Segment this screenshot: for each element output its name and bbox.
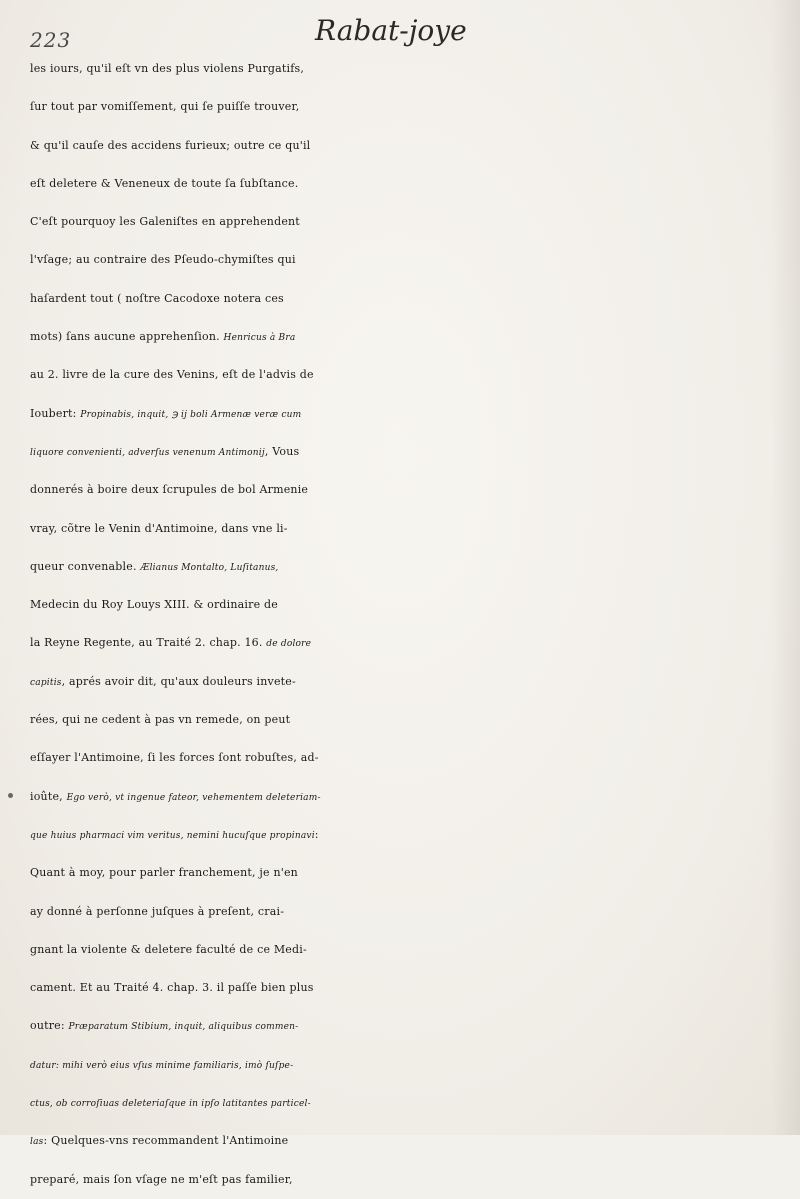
page-number: 223	[30, 28, 72, 52]
italic-segment: capitis	[30, 677, 62, 688]
italic-segment: ctus, ob corroſiuas deleteriaſque in ipſo latitantes particel-	[30, 1099, 311, 1110]
body-text	[30, 50, 780, 1199]
text-segment: au 2. livre de la cure des Venins, eſt de l'advis de	[30, 368, 314, 382]
text-line	[30, 624, 780, 662]
text-line	[30, 203, 780, 241]
text-segment: outre:	[30, 1019, 69, 1033]
text-line	[30, 1084, 780, 1122]
text-segment: ſur tout par vomiſſement, qui ſe puiſſe trouver,	[30, 100, 300, 114]
italic-segment: Ælianus Montalto, Luſitanus,	[140, 562, 279, 573]
text-line	[30, 88, 780, 126]
italic-segment: de dolore	[266, 639, 312, 650]
text-line	[30, 586, 780, 624]
text-line	[30, 1007, 780, 1045]
text-segment: , Vous	[264, 444, 300, 458]
text-segment: vray, cõtre le Venin d'Antimoine, dans vne li-	[30, 521, 288, 535]
text-segment: :	[314, 827, 319, 841]
text-segment: Medecin du Roy Louys XIII. & ordinaire de	[30, 598, 278, 612]
page-edge-shadow	[770, 0, 800, 1135]
text-segment: cament. Et au Traité 4. chap. 3. il paſſe bien plus	[30, 981, 314, 995]
text-segment: Quant à moy, pour parler franchement, je n'en	[30, 866, 298, 880]
text-line	[30, 931, 780, 969]
text-line	[30, 280, 780, 318]
text-segment: Ioubert:	[30, 406, 81, 420]
text-segment: gnant la violente & deletere faculté de ce Medi-	[30, 942, 307, 956]
text-segment: ioûte,	[30, 789, 67, 803]
italic-segment: Ego verò, vt ingenue fateor, vehementem deleteriam-	[66, 792, 321, 803]
text-line	[30, 241, 780, 279]
italic-segment: Præparatum Stibium, inquit, aliquibus commen-	[68, 1022, 299, 1033]
text-segment: C'eſt pourquoy les Galeniſtes en apprehendent	[30, 215, 300, 229]
text-segment: l'vſage; au contraire des Pſeudo-chymiſtes qui	[30, 253, 296, 267]
text-line	[30, 816, 780, 854]
text-segment: donnerés à boire deux ſcrupules de bol Armenie	[30, 483, 309, 497]
text-line	[30, 471, 780, 509]
text-line	[30, 701, 780, 739]
text-segment: mots) ſans aucune apprehenſion.	[30, 330, 224, 344]
text-line	[30, 663, 780, 701]
text-line	[30, 778, 780, 816]
text-segment: preparé, mais ſon vſage ne m'eſt pas familier,	[30, 1172, 293, 1186]
text-line	[30, 739, 780, 777]
text-line	[30, 854, 780, 892]
text-line	[30, 1122, 780, 1160]
text-line	[30, 969, 780, 1007]
text-segment: haſardent tout ( noſtre Cacodoxe notera ces	[30, 291, 284, 305]
italic-segment: que huius pharmaci vim veritus, nemini hucuſque propinavi	[30, 830, 315, 841]
text-line	[30, 165, 780, 203]
text-line	[30, 893, 780, 931]
margin-ink-dot	[8, 793, 13, 798]
text-segment: & qu'il cauſe des accidens furieux; outre ce qu'il	[30, 138, 311, 152]
text-segment: les iours, qu'il eſt vn des plus violens Purgatifs,	[30, 62, 305, 75]
text-line	[30, 1161, 780, 1199]
italic-segment: Propinabis, inquit, ℈ ij boli Armenæ veræ cum	[80, 409, 302, 420]
text-line	[30, 433, 780, 471]
text-line	[30, 356, 780, 394]
text-segment: , aprés avoir dit, qu'aux douleurs invete-	[61, 674, 296, 688]
italic-segment: datur: mihi verò eius vſus minime familiaris, imò ſuſpe-	[30, 1060, 294, 1071]
text-segment: queur convenable.	[30, 559, 141, 573]
italic-segment: liquore convenienti, adverſus venenum Antimonij	[30, 447, 265, 458]
italic-segment: las	[30, 1137, 44, 1148]
text-line	[30, 510, 780, 548]
text-line	[30, 395, 780, 433]
italic-segment: Henricus à Bra	[223, 333, 296, 344]
text-line	[30, 1046, 780, 1084]
running-title: Rabat-joye	[315, 14, 467, 47]
text-line	[30, 548, 780, 586]
text-segment: ay donné à perſonne juſques à preſent, crai-	[30, 904, 285, 918]
text-line	[30, 127, 780, 165]
text-segment: rées, qui ne cedent à pas vn remede, on peut	[30, 713, 291, 727]
text-line	[30, 50, 780, 88]
text-segment: eſt deletere & Veneneux de toute ſa ſubſtance.	[30, 176, 299, 190]
text-segment: : Quelques-vns recommandent l'Antimoine	[43, 1134, 289, 1148]
text-segment: la Reyne Regente, au Traité 2. chap. 16.	[30, 636, 267, 650]
running-head	[30, 14, 780, 54]
text-segment: eſſayer l'Antimoine, ſi les forces ſont robuſtes, ad-	[30, 751, 319, 765]
text-line	[30, 318, 780, 356]
